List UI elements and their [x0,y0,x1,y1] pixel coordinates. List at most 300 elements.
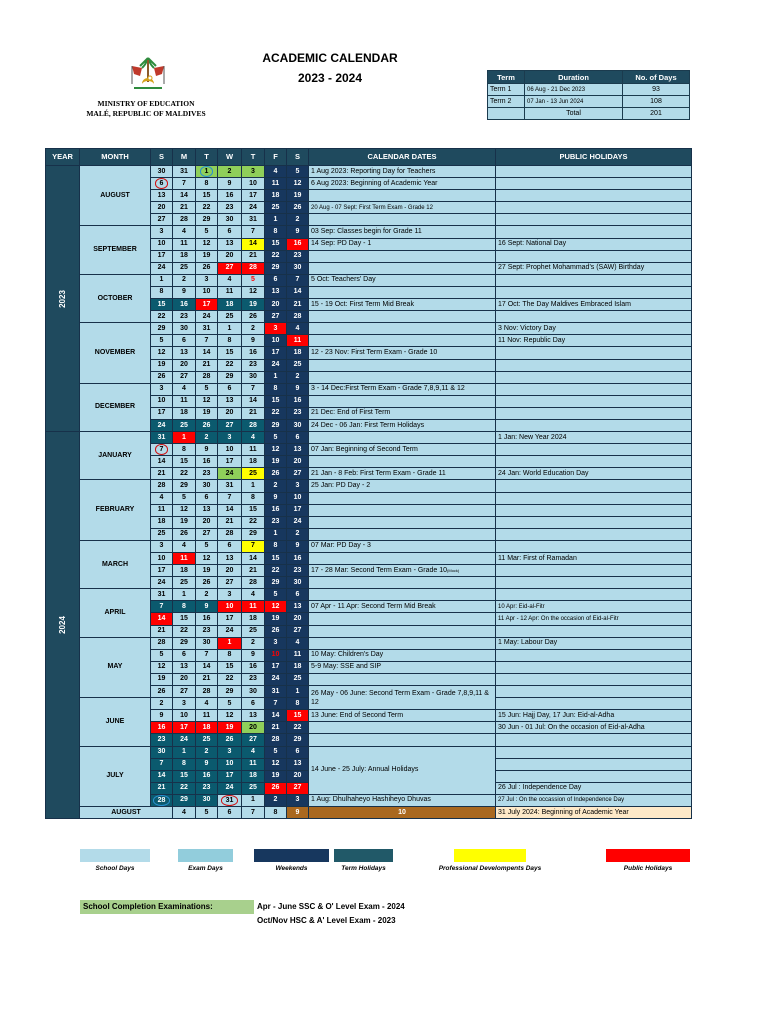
calendar-day-cell [173,673,196,685]
calendar-day-cell [287,698,309,710]
calendar-event [309,444,496,456]
calendar-header-cell: T [242,149,265,166]
calendar-day-cell [218,262,242,274]
calendar-day-number: 10 [225,760,234,768]
calendar-day-cell [151,383,173,395]
calendar-day-cell [173,553,196,565]
calendar-day-number: 15 [180,457,188,465]
calendar-week-row [46,226,692,238]
calendar-day-cell [173,637,196,649]
calendar-day-number: 22 [180,627,188,635]
calendar-day-number: 10 [180,711,188,719]
calendar-event [309,214,496,226]
calendar-day-number: 30 [225,215,234,223]
calendar-day-number: 14 [202,348,211,356]
calendar-day-cell [287,553,309,565]
calendar-week-row [46,637,692,649]
term-name: Term 1 [488,84,525,96]
calendar-event [309,710,496,722]
calendar-day-cell [218,722,242,734]
calendar-day-cell [218,286,242,298]
calendar-day-cell [242,625,265,637]
calendar-week-row [46,806,692,818]
calendar-event [309,274,496,286]
calendar-day-cell [287,734,309,746]
exams-line-2: Oct/Nov HSC & A' Level Exam - 2023 [257,916,396,925]
calendar-day-number: 20 [180,361,188,369]
calendar-day-number: 1 [227,639,232,647]
calendar-day-number: 6 [227,542,232,550]
calendar-day-cell [218,311,242,323]
calendar-day-number: 15 [225,663,234,671]
calendar-event-text: 26 May - 06 June: Second Term Exam - Grade 7,8,9,11 & 12 [311,689,489,706]
calendar-day-cell [287,540,309,552]
calendar-day-number: 15 [180,615,188,623]
calendar-day-number: 8 [159,288,164,296]
calendar-day-number: 29 [225,687,234,695]
calendar-day-cell [265,661,287,673]
month-label: MARCH [80,540,151,588]
calendar-day-cell [151,722,173,734]
calendar-day-cell [287,468,309,480]
calendar-event [309,528,496,540]
calendar-day-cell [218,746,242,758]
calendar-day-cell [151,710,173,722]
calendar-day-number: 19 [202,566,211,574]
calendar-day-cell [265,492,287,504]
legend-label: Public Holidays [623,865,673,872]
calendar-header-cell: W [218,149,242,166]
public-holiday [496,734,692,746]
calendar-day-cell [173,395,196,407]
calendar-day-cell [196,311,218,323]
calendar-day-cell [151,734,173,746]
calendar-day-number: 30 [249,687,257,695]
calendar-day-cell [287,444,309,456]
calendar-day-cell [151,480,173,492]
calendar-day-number: 9 [251,336,255,344]
calendar-day-cell [265,770,287,782]
calendar-day-number: 4 [295,639,300,647]
calendar-day-cell [173,299,196,311]
calendar-event [309,746,496,794]
calendar-day-cell [173,613,196,625]
calendar-day-cell [287,661,309,673]
calendar-day-number: 6 [273,276,278,284]
calendar-day-number: 11 [249,602,257,610]
calendar-day-number: 12 [202,240,211,248]
calendar-day-cell [151,335,173,347]
calendar-day-number: 12 [249,288,257,296]
calendar-day-cell [173,577,196,589]
calendar-event [309,480,496,492]
calendar-day-cell [242,794,265,806]
calendar-day-number: 23 [202,469,211,477]
calendar-day-number: 27 [225,421,234,429]
calendar-day-cell [196,601,218,613]
calendar-day-number: 20 [202,518,211,526]
calendar-day-number: 19 [225,723,234,731]
calendar-day-number: 17 [271,663,280,671]
calendar-day-cell [173,432,196,444]
calendar-day-cell [151,661,173,673]
calendar-day-number: 16 [293,240,302,248]
calendar-day-cell [265,323,287,335]
calendar-day-cell [242,673,265,685]
calendar-day-number: 27 [202,530,211,538]
calendar-day-cell [151,274,173,286]
calendar-day-number: 16 [180,300,188,308]
calendar-day-number: 16 [249,348,257,356]
calendar-day-number: 26 [249,312,257,320]
calendar-day-cell [265,577,287,589]
calendar-day-number: 5 [273,748,278,756]
calendar-day-cell [173,528,196,540]
calendar-day-number: 5 [159,651,164,659]
calendar-day-cell [242,492,265,504]
terms-header-days: No. of Days [623,71,690,84]
month-label: APRIL [80,589,151,637]
public-holiday [496,625,692,637]
calendar-day-cell [287,480,309,492]
calendar-day-cell [196,577,218,589]
calendar-day-cell [265,214,287,226]
calendar-day-cell [287,613,309,625]
calendar-day-cell [173,383,196,395]
calendar-day-number: 3 [159,228,164,236]
public-holiday [496,661,692,673]
month-label: JANUARY [80,432,151,480]
calendar-day-number: 21 [271,723,280,731]
calendar-day-number: 24 [225,784,234,792]
calendar-day-cell [265,202,287,214]
calendar-day-cell [151,673,173,685]
calendar-day-number: 3 [204,276,209,284]
calendar-day-number: 7 [204,336,209,344]
calendar-day-cell [265,383,287,395]
calendar-header-row [46,149,692,166]
calendar-event-text: 5 Oct: Teachers' Day [311,276,376,284]
calendar-day-cell [173,746,196,758]
calendar-day-cell [196,625,218,637]
legend-swatch [334,849,393,862]
calendar-day-number: 22 [293,723,302,731]
calendar-day-cell [265,335,287,347]
calendar-day-cell [218,274,242,286]
calendar-day-cell [242,613,265,625]
calendar-day-number: 5 [159,336,164,344]
calendar-day-number: 23 [249,675,257,683]
calendar-day-number: 12 [271,760,280,768]
calendar-week-row [46,323,692,335]
calendar-day-number: 5 [204,228,209,236]
calendar-event [309,613,496,625]
legend-label: Professional Develompents Days [438,865,542,872]
calendar-day-number: 6 [182,651,186,659]
calendar-day-cell [196,432,218,444]
calendar-day-cell [173,794,196,806]
calendar-day-cell [173,540,196,552]
calendar-day-cell [287,395,309,407]
calendar-day-cell [151,649,173,661]
calendar-day-cell [173,286,196,298]
calendar-day-cell [173,661,196,673]
calendar-day-cell [196,661,218,673]
calendar-day-number: 26 [293,203,302,211]
calendar-day-number: 24 [157,264,166,272]
calendar-day-number: 9 [295,385,300,393]
calendar-day-cell [196,553,218,565]
calendar-day-cell [218,734,242,746]
calendar-day-cell [287,601,309,613]
calendar-day-cell [287,565,309,577]
calendar-day-cell [196,166,218,178]
calendar-day-cell [265,613,287,625]
calendar-event-text: 31 July 2024: Beginning of Academic Year [498,808,629,816]
calendar-event [309,262,496,274]
calendar-day-cell [265,468,287,480]
public-holiday: 1 Jan: New Year 2024 [496,432,692,444]
calendar-day-number: 21 [202,361,211,369]
calendar-day-number: 30 [202,796,211,804]
calendar-day-number: 31 [221,795,239,806]
calendar-day-number: 16 [202,615,211,623]
calendar-day-number: 2 [251,324,255,332]
calendar-day-cell [151,782,173,794]
ministry-line-2: MALÉ, REPUBLIC OF MALDIVES [86,109,206,118]
calendar-day-number: 21 [180,203,188,211]
calendar-day-cell [196,226,218,238]
calendar-day-cell [151,190,173,202]
calendar-day-number: 11 [180,554,188,562]
calendar-day-number: 1 [273,373,278,381]
calendar-day-number: 14 [157,615,166,623]
calendar-day-number: 12 [157,348,166,356]
calendar-event [309,226,496,238]
calendar-day-number: 25 [293,675,302,683]
calendar-day-number: 24 [271,361,280,369]
calendar-day-number: 22 [225,675,234,683]
calendar-day-number: 19 [202,252,211,260]
calendar-day-number: 22 [180,784,188,792]
calendar-day-cell [218,637,242,649]
public-holiday [496,286,692,298]
calendar-day-number: 31 [157,590,166,598]
calendar-event-text: 20 Aug - 07 Sept: First Term Exam - Grade 12 [311,204,433,211]
calendar-day-number: 4 [295,324,300,332]
calendar-event [309,419,496,431]
calendar-day-number: 1 [273,215,278,223]
calendar-day-number: 19 [157,675,166,683]
calendar-day-cell [265,673,287,685]
calendar-day-cell [151,504,173,516]
terms-total-label: Total [525,108,623,120]
public-holiday: 11 Nov: Republic Day [496,335,692,347]
year-label-text: 2024 [57,616,67,634]
calendar-day-number: 16 [157,723,166,731]
calendar-day-cell [265,540,287,552]
calendar-day-number: 18 [180,252,188,260]
calendar-day-number: 31 [249,215,257,223]
calendar-day-number: 3 [227,433,232,441]
calendar-day-cell [151,758,173,770]
calendar-day-cell [242,226,265,238]
public-holiday: 10 Apr: Eid-al-Fitr [496,601,692,613]
month-label: AUGUST [80,166,151,226]
calendar-day-cell [287,625,309,637]
calendar-day-number: 3 [159,542,164,550]
calendar-day-number: 11 [157,506,166,514]
calendar-day-cell [196,734,218,746]
calendar-day-number: 10 [202,288,211,296]
calendar-event [309,456,496,468]
calendar-day-number: 4 [251,590,255,598]
calendar-day-cell [265,722,287,734]
calendar-day-number: 16 [225,191,234,199]
calendar-day-number: 15 [202,191,211,199]
calendar-day-number: 11 [293,651,302,659]
calendar-day-cell [151,746,173,758]
public-holiday [496,371,692,383]
public-holiday [496,407,692,419]
calendar-day-cell [287,311,309,323]
calendar-day-number: 17 [225,457,234,465]
terms-total-days: 201 [623,108,690,120]
public-holiday [496,274,692,286]
calendar-day-cell [151,238,173,250]
calendar-day-cell [151,540,173,552]
calendar-day-number: 13 [249,711,257,719]
calendar-day-number: 11 [180,240,188,248]
calendar-event [309,577,496,589]
calendar-day-number: 14 [225,506,234,514]
legend-swatch [178,849,233,862]
calendar-day-number: 8 [182,602,186,610]
calendar-day-cell [173,359,196,371]
calendar-table [45,148,692,819]
calendar-day-number: 7 [227,494,232,502]
calendar-day-number: 3 [182,699,186,707]
calendar-day-cell [242,456,265,468]
calendar-day-cell [242,528,265,540]
calendar-day-number: 28 [202,373,211,381]
calendar-day-cell [173,371,196,383]
calendar-day-cell [265,480,287,492]
calendar-day-cell [173,722,196,734]
calendar-week-row [46,383,692,395]
calendar-day-cell [242,722,265,734]
public-holiday [496,250,692,262]
exams-label: School Completion Examinations: [80,900,254,914]
calendar-event [309,734,496,746]
calendar-day-cell [196,806,218,818]
calendar-day-cell [287,746,309,758]
calendar-day-number: 29 [271,264,280,272]
calendar-day-number: 24 [271,675,280,683]
calendar-day-number: 13 [293,602,302,610]
calendar-day-cell [265,226,287,238]
legend-swatch [454,849,526,862]
public-holiday [496,516,692,528]
calendar-day-number: 10 [225,602,234,610]
calendar-day-cell [242,577,265,589]
calendar-day-number: 16 [202,772,211,780]
calendar-day-cell [218,770,242,782]
calendar-event [496,806,692,818]
calendar-event [309,238,496,250]
terms-header-row [488,71,690,84]
terms-row [488,84,690,96]
calendar-day-number: 23 [202,784,211,792]
calendar-day-number: 12 [271,445,280,453]
terms-header-duration: Duration [525,71,623,84]
calendar-day-number: 27 [180,687,188,695]
calendar-day-number: 15 [180,772,188,780]
calendar-event [309,492,496,504]
calendar-day-number: 1 [273,530,278,538]
calendar-day-number: 17 [202,300,211,308]
calendar-day-cell [287,794,309,806]
calendar-day-number: 20 [271,300,280,308]
calendar-day-number: 30 [249,373,257,381]
calendar-day-cell [265,746,287,758]
calendar-header-cell: S [287,149,309,166]
public-holiday: 26 Jul : Independence Day [496,782,692,794]
calendar-day-cell [218,480,242,492]
calendar-day-number: 24 [225,627,234,635]
calendar-day-number: 7 [251,228,255,236]
calendar-day-cell [173,770,196,782]
calendar-day-number: 10 [271,336,280,344]
calendar-day-number: 3 [251,167,255,175]
calendar-day-number: 1 [182,433,186,441]
calendar-header-cell: MONTH [80,149,151,166]
calendar-day-cell [218,540,242,552]
calendar-event [309,540,496,552]
calendar-week-row [46,480,692,492]
calendar-day-number: 28 [249,421,257,429]
calendar-day-number: 9 [295,542,300,550]
calendar-day-cell [218,468,242,480]
calendar-day-number: 14 [271,711,280,719]
calendar-day-number: 3 [273,639,278,647]
calendar-day-number: 22 [271,566,280,574]
calendar-day-number: 10 [157,397,166,405]
calendar-day-number: 26 [180,530,188,538]
calendar-day-number: 7 [182,179,186,187]
calendar-day-cell [218,686,242,698]
calendar-day-number: 6 [295,590,300,598]
calendar-day-cell [151,528,173,540]
calendar-day-cell [196,274,218,286]
calendar-day-cell [173,589,196,601]
calendar-day-cell [265,432,287,444]
calendar-day-number: 4 [227,276,232,284]
calendar-day-number: 16 [271,506,280,514]
public-holiday [496,540,692,552]
calendar-event-text: 3 - 14 Dec:First Term Exam - Grade 7,8,9,11 & 12 [311,385,465,393]
public-holiday [496,589,692,601]
calendar-day-cell [242,758,265,770]
calendar-day-number: 2 [295,215,300,223]
calendar-day-cell [242,589,265,601]
calendar-day-cell [287,722,309,734]
calendar-day-number: 18 [225,300,234,308]
calendar-day-number: 7 [204,651,209,659]
calendar-day-cell [196,770,218,782]
calendar-day-number: 3 [295,481,300,489]
calendar-day-number: 9 [204,445,209,453]
